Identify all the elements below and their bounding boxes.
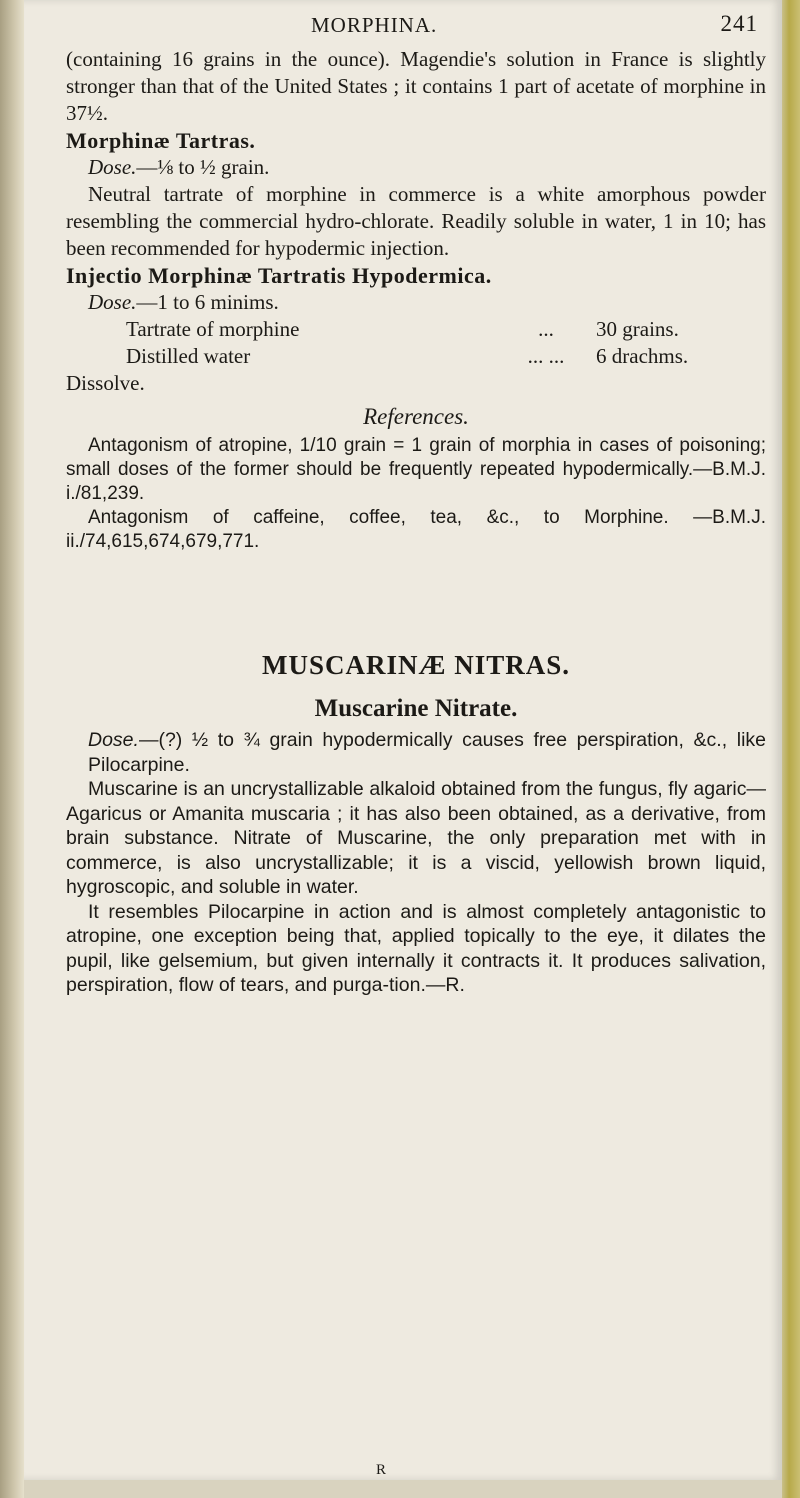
dose-label: Dose. — [88, 729, 139, 751]
leader-dots: ... — [538, 317, 554, 341]
dose-value: —1 to 6 minims. — [136, 290, 279, 314]
dose-value: —(?) ½ to ¾ grain hypodermically causes free perspiration, &c., like Pilocarpine. — [88, 729, 766, 776]
reference-item: Antagonism of atropine, 1/10 grain = 1 grain of morphia in cases of poisoning; small doses of the former should be frequently repeated hypodermically.—B.M.J. i./81,239. — [66, 435, 766, 504]
page-content — [66, 0, 766, 998]
tartras-description: Neutral tartrate of morphine in commerce is a white amorphous powder resembling the commercial hydro-chlorate. Readily soluble in water, 1 in 10; has been recommended for hypodermic injection. — [66, 182, 766, 260]
section-title: MUSCARINÆ NITRAS. — [261, 650, 571, 680]
injectio-dose — [88, 289, 766, 316]
ingredient-amount: 6 drachms. — [596, 344, 689, 368]
signature-mark: R — [376, 1462, 387, 1478]
ingredient-name: Distilled water — [126, 344, 251, 368]
injectio-heading: Injectio Morphinæ Tartratis Hypodermica. — [66, 263, 492, 288]
muscarine-paragraph: It resembles Pilocarpine in action and is almost completely antagonistic to atropine, one exception being that, applied topically to the eye, it dilates the pupil, like gelsemium, but given internally it contracts it. It produces salivation, perspiration, flow of tears, and purga-tion.—R. — [66, 900, 766, 996]
reference-item: Antagonism of caffeine, coffee, tea, &c., to Morphine. —B.M.J. ii./74,615,674,679,771. — [66, 507, 766, 552]
muscarine-dose — [88, 728, 766, 777]
page-number: 241 — [720, 11, 758, 36]
dose-value: —⅛ to ½ grain. — [136, 155, 270, 179]
section-subtitle: Muscarine Nitrate. — [314, 695, 518, 722]
book-page — [24, 0, 782, 1480]
intro-paragraph: (containing 16 grains in the ounce). Magendie's solution in France is slightly stronger than that of the United States ; it contains 1 part of acetate of morphine in 37½. — [66, 47, 766, 125]
dose-label: Dose. — [88, 155, 137, 179]
recipe-instruction: Dissolve. — [66, 371, 145, 395]
muscarine-paragraph: Muscarine is an uncrystallizable alkaloid obtained from the fungus, fly agaric—Agaricus or Amanita muscaria ; it has also been obtained, as a derivative, from brain substance. Nitrate of Muscarine, the only preparation met with in commerce, is also uncrystallizable; it is a viscid, yellowish brown liquid, hygroscopic, and soluble in water. — [66, 778, 766, 898]
tartras-dose — [88, 154, 766, 181]
book-edge — [782, 0, 800, 1498]
dose-label: Dose. — [88, 290, 137, 314]
ingredient-name: Tartrate of morphine — [126, 317, 300, 341]
ingredient-row — [126, 316, 746, 343]
running-title: MORPHINA. — [311, 13, 438, 37]
running-head — [66, 0, 766, 46]
references-title: References. — [363, 404, 469, 429]
ingredient-row — [126, 343, 746, 370]
ingredient-amount: 30 grains. — [596, 317, 679, 341]
references-section — [66, 403, 766, 554]
leader-dots: ... ... — [527, 344, 565, 368]
book-gutter — [0, 0, 24, 1498]
tartras-heading: Morphinæ Tartras. — [66, 128, 256, 153]
muscarine-body — [66, 728, 766, 998]
